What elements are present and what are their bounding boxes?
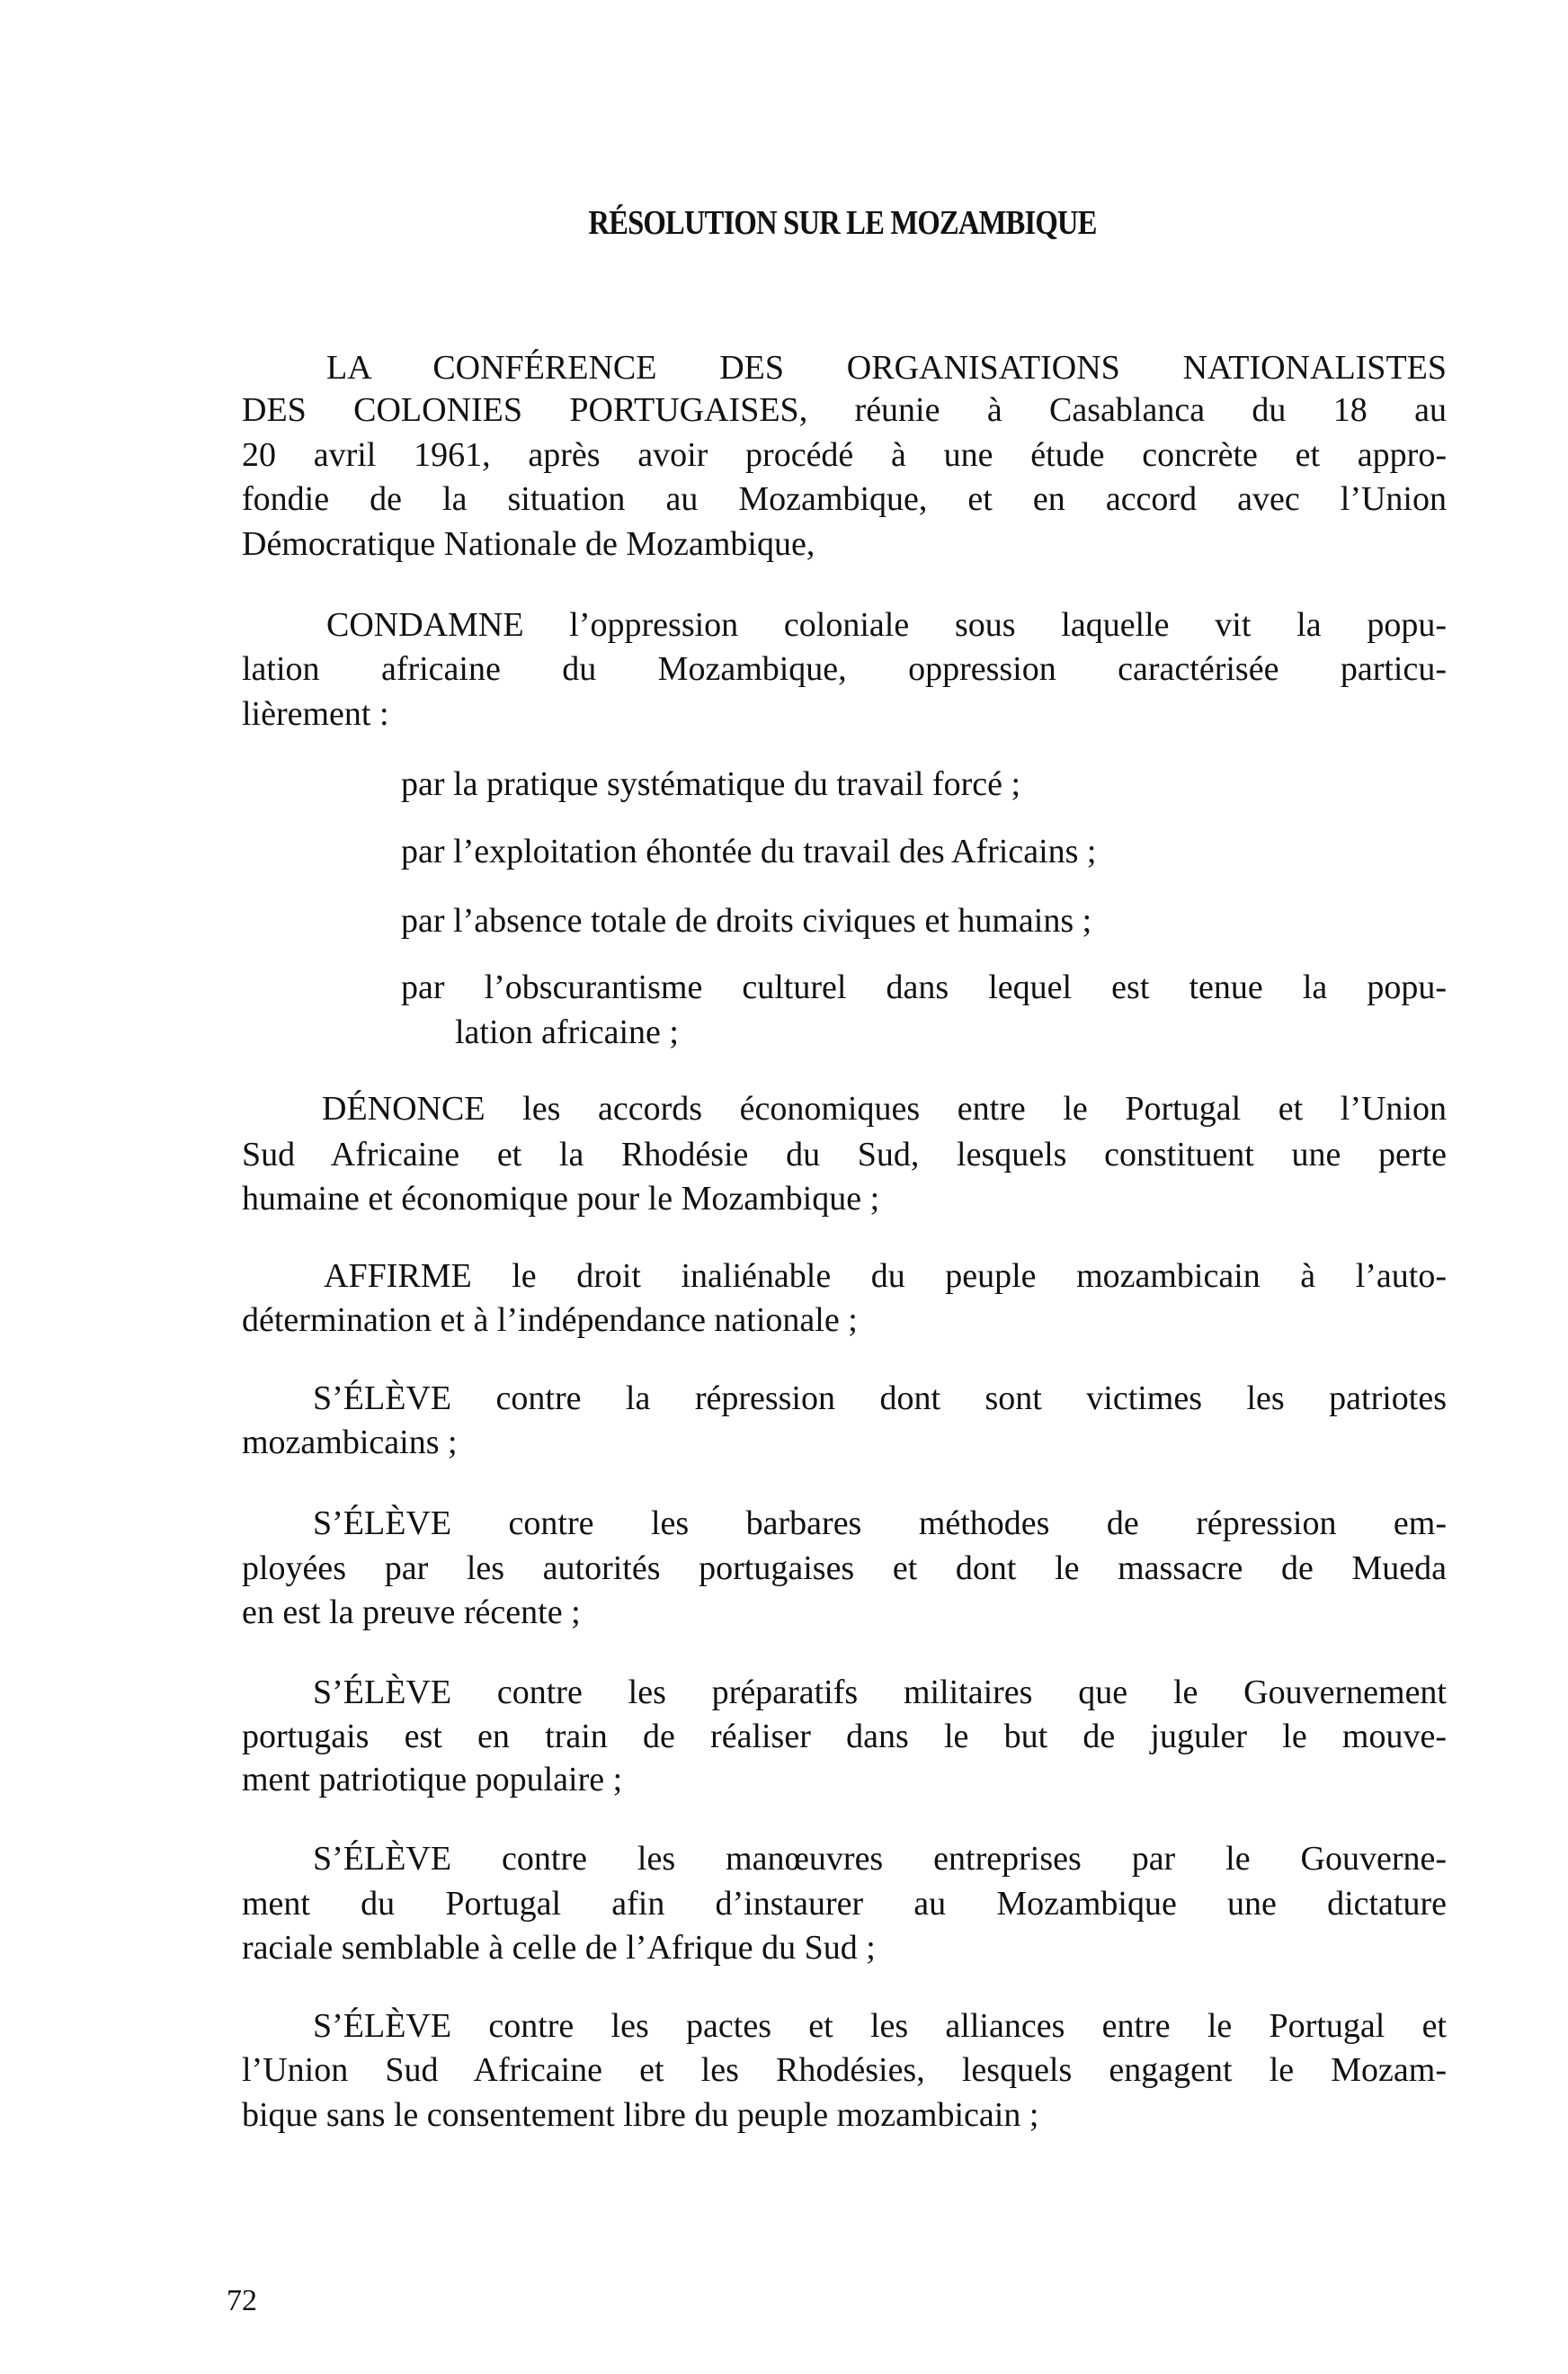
text-line: DES COLONIES PORTUGAISES, réunie à Casablanca du 18 au (242, 391, 1447, 429)
text-line: S’ÉLÈVE contre les manœuvres entreprises par le Gouverne- (313, 1840, 1447, 1878)
text-line: ment du Portugal afin d’instaurer au Mozambique une dictature (242, 1885, 1447, 1923)
text-line: S’ÉLÈVE contre la répression dont sont victimes les patriotes (313, 1379, 1447, 1417)
text-line: ment patriotique populaire ; (242, 1761, 623, 1798)
text-line: Sud Africaine et la Rhodésie du Sud, lesquels constituent une perte (242, 1136, 1447, 1174)
text-line: raciale semblable à celle de l’Afrique du Sud ; (242, 1929, 876, 1967)
text-line: S’ÉLÈVE contre les pactes et les alliances entre le Portugal et (313, 2007, 1447, 2045)
text-line: lièrement : (242, 695, 389, 733)
text-line: par l’exploitation éhontée du travail des Africains ; (401, 833, 1097, 870)
text-line: AFFIRME le droit inaliénable du peuple mozambicain à l’auto- (324, 1257, 1447, 1295)
page-number: 72 (227, 2284, 257, 2317)
text-line: S’ÉLÈVE contre les préparatifs militaires que le Gouvernement (313, 1673, 1447, 1711)
text-line: par l’absence totale de droits civiques et humains ; (401, 902, 1092, 940)
text-line: mozambicains ; (242, 1424, 458, 1461)
text-line: bique sans le consentement libre du peuple mozambicain ; (242, 2096, 1039, 2134)
text-line: DÉNONCE les accords économiques entre le Portugal et l’Union (322, 1090, 1447, 1128)
text-line: en est la preuve récente ; (242, 1593, 581, 1631)
text-line: Démocratique Nationale de Mozambique, (242, 525, 815, 563)
text-line: par l’obscurantisme culturel dans lequel est tenue la popu- (401, 968, 1447, 1006)
text-line: lation africaine ; (455, 1013, 679, 1051)
text-line: ployées par les autorités portugaises et dont le massacre de Mueda (242, 1549, 1447, 1587)
text-line: détermination et à l’indépendance nationale ; (242, 1301, 858, 1339)
text-line: 20 avril 1961, après avoir procédé à une étude concrète et appro- (242, 436, 1447, 474)
text-line: S’ÉLÈVE contre les barbares méthodes de répression em- (313, 1504, 1447, 1542)
text-line: par la pratique systématique du travail forcé ; (401, 765, 1021, 803)
text-line: fondie de la situation au Mozambique, et en accord avec l’Union (242, 480, 1447, 518)
text-line: l’Union Sud Africaine et les Rhodésies, lesquels engagent le Mozam- (242, 2051, 1447, 2089)
text-line: LA CONFÉRENCE DES ORGANISATIONS NATIONALISTES (326, 349, 1447, 387)
text-line: portugais est en train de réaliser dans le but de juguler le mouve- (242, 1718, 1447, 1755)
text-line: CONDAMNE l’oppression coloniale sous laquelle vit la popu- (326, 606, 1447, 644)
text-line: humaine et économique pour le Mozambique ; (242, 1180, 880, 1218)
page-title: RÉSOLUTION SUR LE MOZAMBIQUE (588, 204, 1097, 242)
text-line: lation africaine du Mozambique, oppression caractérisée particu- (242, 650, 1447, 688)
